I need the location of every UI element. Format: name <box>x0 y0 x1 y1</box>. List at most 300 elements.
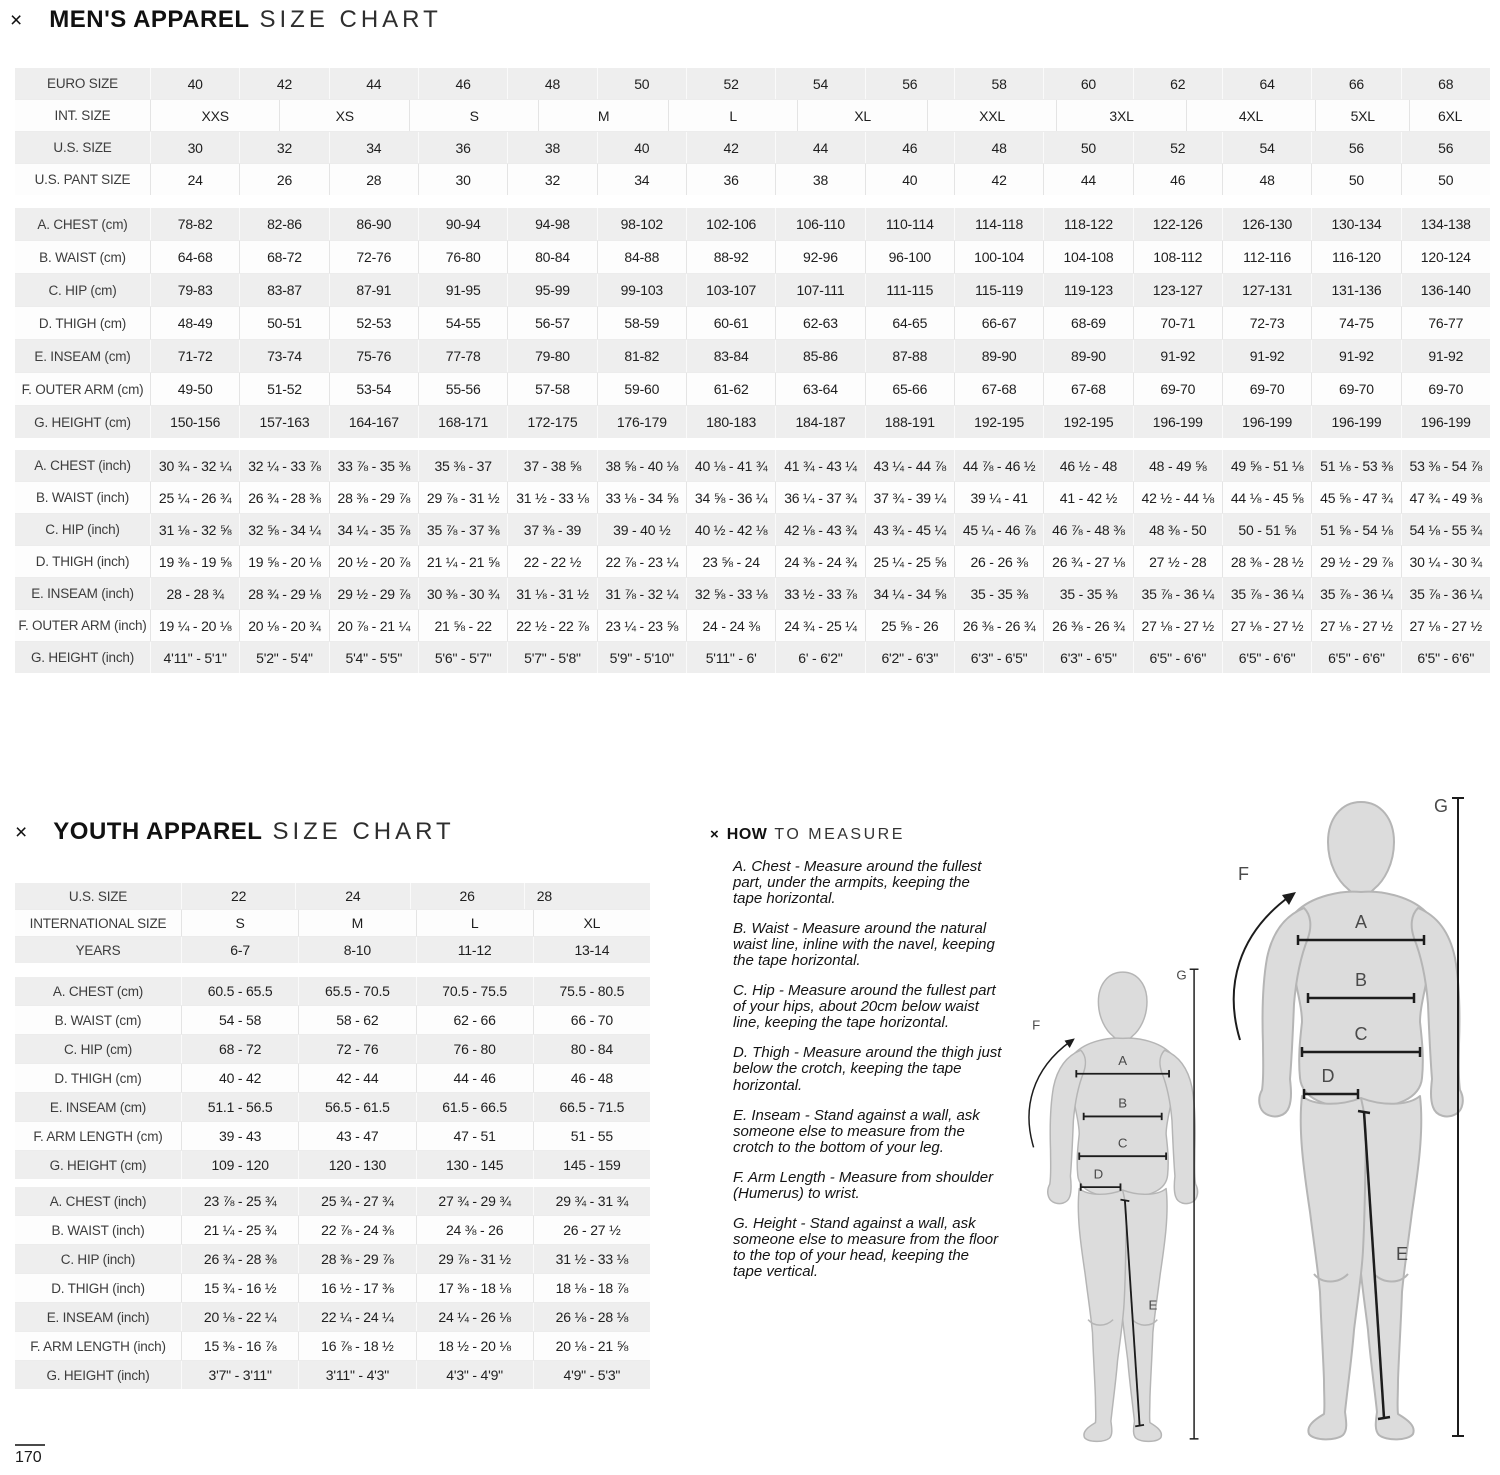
table-cell: 44 <box>329 68 418 99</box>
table-cell: 64-68 <box>150 241 239 273</box>
table-cell: 42 ⅛ - 43 ¾ <box>775 514 864 545</box>
table-row <box>15 545 1490 577</box>
table-cell: 3'7" - 3'11" <box>181 1361 298 1389</box>
table-cell: 48-49 <box>150 307 239 339</box>
table-cell: 70-71 <box>1133 307 1222 339</box>
row-label: F. ARM LENGTH (inch) <box>30 1338 166 1354</box>
table-cell: 66 <box>1311 68 1400 99</box>
table-cell: 56.5 - 61.5 <box>298 1093 415 1121</box>
row-label: G. HEIGHT (inch) <box>46 1367 150 1383</box>
table-cell: 42 <box>686 132 775 163</box>
table-cell: 46 <box>865 132 954 163</box>
row-label: C. HIP (cm) <box>48 282 117 298</box>
measure-item: G. Height - Stand against a wall, ask someone else to measure from the floor to the top of your head, keeping the tape vertical. <box>733 1214 999 1280</box>
table-cell: 22 ½ - 22 ⅞ <box>507 610 596 641</box>
table-cell: 67-68 <box>1043 373 1132 405</box>
table-row <box>15 1034 650 1063</box>
table-cell: 96-100 <box>865 241 954 273</box>
table-cell: 115-119 <box>954 274 1043 306</box>
youth-inch-table <box>15 1187 650 1389</box>
table-cell: 24 ⅜ - 24 ¾ <box>775 546 864 577</box>
table-cell: M <box>298 910 415 936</box>
table-cell: 23 ⅝ - 24 <box>686 546 775 577</box>
table-cell: 87-91 <box>329 274 418 306</box>
table-cell: 6'5" - 6'6" <box>1401 642 1490 673</box>
table-cell: 20 ⅛ - 20 ¾ <box>239 610 328 641</box>
table-cell: 116-120 <box>1311 241 1400 273</box>
table-cell: 60-61 <box>686 307 775 339</box>
table-cell: 38 <box>507 132 596 163</box>
table-cell: 54-55 <box>418 307 507 339</box>
table-cell: 43 ¼ - 44 ⅞ <box>865 450 954 481</box>
table-cell: 3'11" - 4'3" <box>298 1361 415 1389</box>
table-cell: 46 <box>418 68 507 99</box>
table-cell: 60 <box>1043 68 1132 99</box>
table-cell: 66.5 - 71.5 <box>533 1093 650 1121</box>
table-cell: 15 ¾ - 16 ½ <box>181 1274 298 1302</box>
table-cell: 79-80 <box>507 340 596 372</box>
mens-size-header-table <box>15 68 1490 195</box>
table-cell: 26 ⅜ - 26 ¾ <box>1043 610 1132 641</box>
table-cell: 196-199 <box>1133 406 1222 438</box>
table-cell: 35 ⅞ - 36 ¼ <box>1133 578 1222 609</box>
label-inseam: E <box>1396 1244 1409 1264</box>
table-cell: 34 <box>329 132 418 163</box>
table-cell: 131-136 <box>1311 274 1400 306</box>
row-label: E. INSEAM (cm) <box>34 348 131 364</box>
table-cell: 69-70 <box>1311 373 1400 405</box>
row-label: G. HEIGHT (inch) <box>30 650 135 665</box>
table-cell: 19 ¼ - 20 ⅛ <box>150 610 239 641</box>
table-cell: 22 <box>181 883 295 909</box>
table-cell: 27 ⅛ - 27 ½ <box>1222 610 1311 641</box>
table-cell: 48 <box>954 132 1043 163</box>
label-chest: A <box>1118 1052 1128 1068</box>
table-cell: 47 ¾ - 49 ⅜ <box>1401 482 1490 513</box>
measure-item: F. Arm Length - Measure from shoulder (Humerus) to wrist. <box>733 1168 994 1202</box>
table-cell: 21 ⅝ - 22 <box>418 610 507 641</box>
table-cell: 31 ⅞ - 32 ¼ <box>597 578 686 609</box>
adult-figure <box>1212 782 1500 1462</box>
table-cell: 26 <box>239 164 328 195</box>
table-cell: 76-80 <box>418 241 507 273</box>
table-cell: 31 ½ - 33 ⅛ <box>533 1245 650 1273</box>
table-cell: 32 <box>507 164 596 195</box>
table-cell: 106-110 <box>775 208 864 240</box>
label-inseam: E <box>1148 1297 1158 1313</box>
table-cell: 32 ⅝ - 34 ¼ <box>239 514 328 545</box>
table-cell: 48 <box>507 68 596 99</box>
table-cell: 27 ⅛ - 27 ½ <box>1401 610 1490 641</box>
table-cell: 180-183 <box>686 406 775 438</box>
table-cell: 196-199 <box>1311 406 1400 438</box>
row-label: B. WAIST (inch) <box>35 490 130 505</box>
measure-item: A. Chest - Measure around the fullest part, under the armpits, keeping the tape horizontal. <box>733 858 982 908</box>
table-row <box>15 609 1490 641</box>
table-cell: 4XL <box>1186 100 1315 131</box>
table-cell: 5'9" - 5'10" <box>597 642 686 673</box>
table-cell: 80-84 <box>507 241 596 273</box>
table-cell: 19 ⅝ - 20 ⅛ <box>239 546 328 577</box>
table-cell: 42 ½ - 44 ⅛ <box>1133 482 1222 513</box>
table-cell: 48 <box>1222 164 1311 195</box>
table-cell: 25 ¼ - 25 ⅝ <box>865 546 954 577</box>
x-marker-icon: × <box>15 821 28 844</box>
table-cell: 107-111 <box>775 274 864 306</box>
table-cell: 22 ¼ - 24 ¼ <box>298 1303 415 1331</box>
table-cell: 50-51 <box>239 307 328 339</box>
table-row <box>15 372 1490 405</box>
table-cell: 8-10 <box>298 937 415 963</box>
table-cell: 83-84 <box>686 340 775 372</box>
table-cell: 6XL <box>1409 100 1490 131</box>
row-label: E. INSEAM (cm) <box>49 1099 147 1115</box>
table-cell: 192-195 <box>1043 406 1132 438</box>
measure-item: E. Inseam - Stand against a wall, ask someone else to measure from the crotch to the bottom of your leg. <box>733 1106 980 1156</box>
table-cell: 79-83 <box>150 274 239 306</box>
table-cell: 24 ¾ - 25 ¼ <box>775 610 864 641</box>
row-label: D. THIGH (inch) <box>51 1280 145 1296</box>
label-hip: C <box>1354 1024 1368 1044</box>
table-cell: 126-130 <box>1222 208 1311 240</box>
table-cell: 31 ⅛ - 32 ⅝ <box>150 514 239 545</box>
table-cell: 72 - 76 <box>298 1035 415 1063</box>
table-cell: 5'11" - 6' <box>686 642 775 673</box>
table-cell: 49 ⅝ - 51 ⅛ <box>1222 450 1311 481</box>
table-cell: 6'5" - 6'6" <box>1222 642 1311 673</box>
table-cell: 26 ¾ - 28 ⅜ <box>239 482 328 513</box>
table-cell: 72-73 <box>1222 307 1311 339</box>
table-cell: 50 <box>1401 164 1490 195</box>
label-waist: B <box>1118 1095 1128 1111</box>
table-row <box>15 1092 650 1121</box>
table-cell: 58 - 62 <box>298 1006 415 1034</box>
table-row <box>15 883 650 909</box>
table-cell: 20 ⅞ - 21 ¼ <box>329 610 418 641</box>
row-label: D. THIGH (cm) <box>38 315 127 331</box>
table-cell: 69-70 <box>1222 373 1311 405</box>
table-cell: 62 - 66 <box>416 1006 533 1034</box>
table-cell: 33 ⅛ - 34 ⅝ <box>597 482 686 513</box>
table-cell: 4'11" - 5'1" <box>150 642 239 673</box>
table-cell: 26 ⅜ - 26 ¾ <box>954 610 1043 641</box>
table-cell: 6'5" - 6'6" <box>1311 642 1400 673</box>
table-cell: 24 - 24 ⅜ <box>686 610 775 641</box>
table-cell: 29 ⅞ - 31 ½ <box>418 482 507 513</box>
table-cell: 109 - 120 <box>181 1151 298 1179</box>
table-cell: M <box>538 100 667 131</box>
table-cell: 82-86 <box>239 208 328 240</box>
table-cell: 168-171 <box>418 406 507 438</box>
row-label: U.S. PANT SIZE <box>34 172 131 187</box>
row-label: C. HIP (inch) <box>60 1251 136 1267</box>
table-cell: 26 ⅛ - 28 ⅛ <box>533 1303 650 1331</box>
table-cell: 98-102 <box>597 208 686 240</box>
table-cell: 18 ⅛ - 18 ⅞ <box>533 1274 650 1302</box>
table-cell: 68-72 <box>239 241 328 273</box>
table-cell: 46 <box>1133 164 1222 195</box>
table-cell: 40 <box>150 68 239 99</box>
table-cell: 130-134 <box>1311 208 1400 240</box>
row-label: D. THIGH (cm) <box>54 1070 142 1086</box>
table-cell: 104-108 <box>1043 241 1132 273</box>
table-cell: 69-70 <box>1401 373 1490 405</box>
table-cell: 66 - 70 <box>533 1006 650 1034</box>
table-cell: 44 <box>775 132 864 163</box>
table-row <box>15 1302 650 1331</box>
label-waist: B <box>1354 970 1368 990</box>
row-label: C. HIP (cm) <box>63 1041 133 1057</box>
table-cell: 35 - 35 ⅜ <box>954 578 1043 609</box>
table-cell: XS <box>279 100 408 131</box>
table-cell: 30 <box>150 132 239 163</box>
table-cell: 99-103 <box>597 274 686 306</box>
table-cell: 192-195 <box>954 406 1043 438</box>
table-row <box>15 240 1490 273</box>
table-cell: L <box>668 100 797 131</box>
table-row <box>15 339 1490 372</box>
table-cell: 26 - 26 ⅜ <box>954 546 1043 577</box>
table-cell: 18 ½ - 20 ⅛ <box>416 1332 533 1360</box>
table-cell: 34 ¼ - 35 ⅞ <box>329 514 418 545</box>
row-label: U.S. SIZE <box>53 140 112 155</box>
page-number: 170 <box>15 1444 45 1467</box>
table-row <box>15 641 1490 673</box>
table-cell: 40 <box>865 164 954 195</box>
table-cell: 56-57 <box>507 307 596 339</box>
table-cell: 34 ¼ - 34 ⅝ <box>865 578 954 609</box>
table-cell: 29 ½ - 29 ⅞ <box>1311 546 1400 577</box>
table-cell: 26 - 27 ½ <box>533 1216 650 1244</box>
table-row <box>15 131 1490 163</box>
table-cell: 78-82 <box>150 208 239 240</box>
table-cell: 19 ⅜ - 19 ⅝ <box>150 546 239 577</box>
table-cell: 108-112 <box>1133 241 1222 273</box>
table-cell: 62 <box>1133 68 1222 99</box>
row-label: B. WAIST (cm) <box>54 1012 142 1028</box>
table-cell: 13-14 <box>533 937 650 963</box>
table-cell: 56 <box>1311 132 1400 163</box>
table-cell: 58 <box>954 68 1043 99</box>
row-label: C. HIP (inch) <box>45 522 120 537</box>
table-cell: 6'3" - 6'5" <box>954 642 1043 673</box>
row-label: D. THIGH (inch) <box>35 554 130 569</box>
table-cell: 35 ⅞ - 36 ¼ <box>1222 578 1311 609</box>
table-row <box>15 1244 650 1273</box>
row-label: INT. SIZE <box>54 108 111 123</box>
table-cell: 41 - 42 ½ <box>1043 482 1132 513</box>
table-cell: S <box>409 100 538 131</box>
table-cell: 28 ¾ - 29 ⅛ <box>239 578 328 609</box>
table-cell: 47 - 51 <box>416 1122 533 1150</box>
table-cell: 164-167 <box>329 406 418 438</box>
table-cell: 58-59 <box>597 307 686 339</box>
table-cell: 30 ¾ - 32 ¼ <box>150 450 239 481</box>
table-cell: 6'5" - 6'6" <box>1133 642 1222 673</box>
label-hip: C <box>1117 1135 1128 1151</box>
how-to-measure-section <box>710 826 1002 1294</box>
table-cell: 22 - 22 ½ <box>507 546 596 577</box>
table-cell: 44 <box>1043 164 1132 195</box>
table-cell: 68-69 <box>1043 307 1132 339</box>
table-cell: 176-179 <box>597 406 686 438</box>
mens-title-bold: MEN'S APPAREL <box>49 6 250 33</box>
table-cell: 28 <box>524 883 650 909</box>
table-cell: 136-140 <box>1401 274 1490 306</box>
mens-inch-table <box>15 450 1490 673</box>
table-cell: 37 ¾ - 39 ¼ <box>865 482 954 513</box>
table-cell: 102-106 <box>686 208 775 240</box>
row-label: F. OUTER ARM (cm) <box>21 381 144 397</box>
table-row <box>15 1331 650 1360</box>
table-cell: 34 <box>597 164 686 195</box>
table-cell: 72-76 <box>329 241 418 273</box>
table-cell: 123-127 <box>1133 274 1222 306</box>
youth-size-header-table <box>15 883 650 963</box>
youth-figure <box>1013 933 1225 1458</box>
label-arm: F <box>1032 1017 1041 1033</box>
table-cell: 64 <box>1222 68 1311 99</box>
table-cell: 150-156 <box>150 406 239 438</box>
table-cell: 41 ¾ - 43 ¼ <box>775 450 864 481</box>
measure-title-light: TO MEASURE <box>774 826 905 843</box>
table-cell: 62-63 <box>775 307 864 339</box>
table-cell: 53-54 <box>329 373 418 405</box>
table-cell: 26 ¾ - 28 ⅜ <box>181 1245 298 1273</box>
table-cell: 196-199 <box>1222 406 1311 438</box>
table-cell: 44 ⅞ - 46 ½ <box>954 450 1043 481</box>
table-row <box>15 1150 650 1179</box>
measure-instructions <box>733 859 1002 1280</box>
table-row <box>15 1215 650 1244</box>
table-cell: 30 <box>418 164 507 195</box>
table-cell: 76-77 <box>1401 307 1490 339</box>
table-row <box>15 1187 650 1215</box>
table-cell: 6' - 6'2" <box>775 642 864 673</box>
row-label: A. CHEST (cm) <box>37 216 128 232</box>
row-label: G. HEIGHT (cm) <box>34 414 131 430</box>
table-cell: 36 <box>686 164 775 195</box>
table-cell: 40 - 42 <box>181 1064 298 1092</box>
table-cell: 42 <box>239 68 328 99</box>
table-cell: 40 ½ - 42 ⅛ <box>686 514 775 545</box>
table-cell: 100-104 <box>954 241 1043 273</box>
row-label: A. CHEST (cm) <box>52 983 144 999</box>
table-cell: 90-94 <box>418 208 507 240</box>
x-marker-icon: × <box>10 9 23 32</box>
table-cell: 44 - 46 <box>416 1064 533 1092</box>
table-cell: 86-90 <box>329 208 418 240</box>
table-cell: 16 ½ - 17 ⅜ <box>298 1274 415 1302</box>
table-row <box>15 481 1490 513</box>
row-label: YEARS <box>75 942 121 958</box>
table-cell: 83-87 <box>239 274 328 306</box>
youth-cm-table <box>15 977 650 1179</box>
table-cell: 24 ⅜ - 26 <box>416 1216 533 1244</box>
table-cell: 92-96 <box>775 241 864 273</box>
table-cell: XL <box>533 910 650 936</box>
table-cell: 84-88 <box>597 241 686 273</box>
row-label: E. INSEAM (inch) <box>31 586 134 601</box>
table-cell: 89-90 <box>954 340 1043 372</box>
table-cell: 54 <box>775 68 864 99</box>
table-cell: 32 ⅝ - 33 ⅛ <box>686 578 775 609</box>
table-cell: 42 - 44 <box>298 1064 415 1092</box>
table-cell: 74-75 <box>1311 307 1400 339</box>
table-cell: L <box>416 910 533 936</box>
table-cell: 73-74 <box>239 340 328 372</box>
table-cell: 3XL <box>1056 100 1185 131</box>
table-cell: 27 ¾ - 29 ¾ <box>416 1187 533 1215</box>
table-cell: 28 - 28 ¾ <box>150 578 239 609</box>
table-cell: 43 ¾ - 45 ¼ <box>865 514 954 545</box>
table-cell: 32 <box>239 132 328 163</box>
table-cell: 27 ⅛ - 27 ½ <box>1133 610 1222 641</box>
table-cell: 20 ⅛ - 22 ¼ <box>181 1303 298 1331</box>
table-row <box>15 1005 650 1034</box>
row-label: F. ARM LENGTH (cm) <box>33 1128 163 1144</box>
table-row <box>15 1121 650 1150</box>
youth-chart-title <box>15 818 455 846</box>
table-cell: 26 <box>410 883 524 909</box>
table-cell: 51 ⅝ - 54 ⅛ <box>1311 514 1400 545</box>
table-cell: 122-126 <box>1133 208 1222 240</box>
table-cell: 75.5 - 80.5 <box>533 977 650 1005</box>
table-cell: 21 ¼ - 25 ¾ <box>181 1216 298 1244</box>
table-cell: 94-98 <box>507 208 596 240</box>
table-cell: 28 ⅜ - 29 ⅞ <box>329 482 418 513</box>
table-cell: 50 <box>597 68 686 99</box>
table-cell: 70.5 - 75.5 <box>416 977 533 1005</box>
label-thigh: D <box>1093 1166 1104 1182</box>
table-cell: 20 ½ - 20 ⅞ <box>329 546 418 577</box>
table-cell: 24 <box>150 164 239 195</box>
table-row <box>15 936 650 963</box>
table-cell: 184-187 <box>775 406 864 438</box>
table-cell: 35 ⅞ - 36 ¼ <box>1311 578 1400 609</box>
table-cell: 61-62 <box>686 373 775 405</box>
label-height: G <box>1433 796 1448 816</box>
x-marker-icon: × <box>710 826 719 843</box>
row-label: U.S. SIZE <box>68 888 128 904</box>
label-thigh: D <box>1321 1066 1335 1086</box>
table-cell: 22 ⅞ - 24 ⅜ <box>298 1216 415 1244</box>
row-label: INTERNATIONAL SIZE <box>29 915 167 931</box>
table-cell: 5'2" - 5'4" <box>239 642 328 673</box>
table-cell: 6'3" - 6'5" <box>1043 642 1132 673</box>
label-arm: F <box>1238 864 1249 884</box>
table-cell: 27 ⅛ - 27 ½ <box>1311 610 1400 641</box>
table-cell: 56 <box>1401 132 1490 163</box>
label-chest: A <box>1354 912 1368 932</box>
table-cell: 35 ⅜ - 37 <box>418 450 507 481</box>
table-cell: XXL <box>927 100 1056 131</box>
row-label: E. INSEAM (inch) <box>46 1309 150 1325</box>
table-cell: 30 ⅜ - 30 ¾ <box>418 578 507 609</box>
table-cell: 36 ¼ - 37 ¾ <box>775 482 864 513</box>
table-cell: S <box>181 910 298 936</box>
table-cell: 112-116 <box>1222 241 1311 273</box>
table-cell: 157-163 <box>239 406 328 438</box>
table-cell: 91-92 <box>1401 340 1490 372</box>
table-cell: 31 ⅛ - 31 ½ <box>507 578 596 609</box>
table-cell: 95-99 <box>507 274 596 306</box>
table-cell: 36 <box>418 132 507 163</box>
table-cell: 127-131 <box>1222 274 1311 306</box>
table-cell: 5'7" - 5'8" <box>507 642 596 673</box>
table-cell: 33 ½ - 33 ⅞ <box>775 578 864 609</box>
table-cell: 43 - 47 <box>298 1122 415 1150</box>
